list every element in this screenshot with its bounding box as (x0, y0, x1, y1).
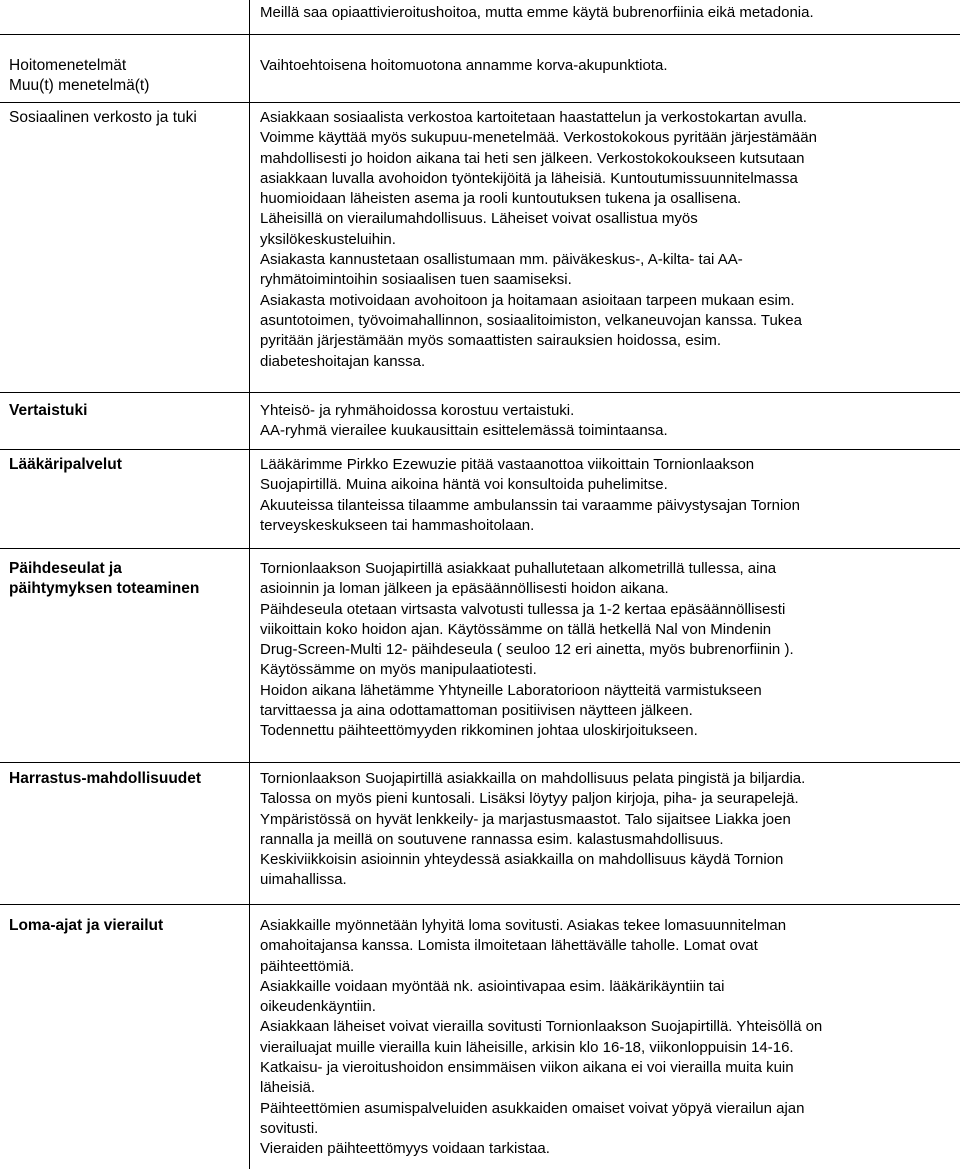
text-line: ryhmätoimintoihin sosiaalisen tuen saamiseksi. (260, 271, 572, 289)
text-line: Drug-Screen-Multi 12- päihdeseula ( seuloo 12 eri ainetta, myös bubrenorfiinin ). (260, 641, 794, 659)
row-divider (0, 548, 960, 549)
row-divider (0, 34, 960, 35)
text-line: Akuuteissa tilanteissa tilaamme ambulanssin tai varaamme päivystysajan Tornion (260, 496, 800, 514)
row-text (260, 3, 960, 23)
text-line: Ympäristössä on hyvät lenkkeily- ja marjastusmaastot. Talo sijaitsee Liakka joen (260, 810, 791, 828)
row-heading (9, 56, 249, 97)
text-line: Vieraiden päihteettömyys voidaan tarkistaa. (260, 1140, 550, 1158)
row-heading (9, 455, 249, 475)
heading-line: päihtymyksen toteaminen (9, 580, 200, 598)
text-line: rannalla ja meillä on soutuvene rannassa esim. kalastusmahdollisuus. (260, 830, 724, 848)
row-heading (9, 916, 249, 936)
row-heading (9, 559, 249, 600)
text-line: omahoitajansa kanssa. Lomista ilmoitetaan lähettävälle taholle. Lomat ovat (260, 937, 758, 955)
row-text (260, 916, 960, 1160)
text-line: Lääkärimme Pirkko Ezewuzie pitää vastaanottoa viikoittain Tornionlaakson (260, 456, 755, 473)
text-line: Voimme käyttää myös sukupuu-menetelmää. Verkostokokous pyritään järjestämään (260, 129, 817, 147)
text-line: Asiakasta motivoidaan avohoitoon ja hoitamaan asioitaan tarpeen mukaan esim. (260, 291, 795, 309)
text-line: pyritään järjestämään myös somaattisten sairauksien hoidossa, esim. (260, 332, 722, 350)
text-line: Läheisillä on vierailumahdollisuus. Läheiset voivat osallistua myös (260, 210, 698, 228)
heading-line: Vertaistuki (9, 402, 88, 419)
text-line: huomioidaan läheisten asema ja rooli kuntoutuksen tukena ja osallisena. (260, 190, 742, 208)
text-line: mahdollisesti jo hoidon aikana tai heti sen jälkeen. Verkostokokoukseen kutsutaan (260, 149, 805, 167)
row-divider (0, 762, 960, 763)
heading-line: Lääkäripalvelut (9, 456, 122, 473)
text-line: uimahallissa. (260, 871, 347, 889)
text-line: päihteettömiä. (260, 957, 355, 975)
text-line: sovitusti. (260, 1119, 319, 1137)
text-line: yksilökeskusteluihin. (260, 230, 396, 248)
text-line: asiakkaan luvalla avohoidon työntekijöitä ja läheisiä. Kuntoutumissuunnitelmassa (260, 169, 798, 187)
text-line: Asiakasta kannustetaan osallistumaan mm. päiväkeskus-, A-kilta- tai AA- (260, 251, 743, 269)
heading-line: Sosiaalinen verkosto ja tuki (9, 109, 197, 126)
text-line: asioinnin ja loman jälkeen ja epäsäännöllisesti hoidon aikana. (260, 580, 669, 598)
row-text (260, 108, 960, 372)
text-line: Suojapirtillä. Muina aikoina häntä voi konsultoida puhelimitse. (260, 476, 668, 494)
text-line: Katkaisu- ja vieroitushoidon ensimmäisen viikon aikana ei voi vierailla muita kuin (260, 1059, 794, 1077)
row-divider (0, 392, 960, 393)
row-text (260, 56, 960, 76)
row-text (260, 559, 960, 742)
column-divider (249, 0, 250, 1169)
text-line: Asiakkaan läheiset voivat vierailla sovitusti Tornionlaakson Suojapirtillä. Yhteisöllä on (260, 1018, 823, 1036)
text-line: tarvittaessa ja aina odottamattoman positiivisen näytteen jälkeen. (260, 702, 693, 720)
text-line: Päihteettömien asumispalveluiden asukkaiden omaiset voivat yöpyä vierailun ajan (260, 1099, 805, 1117)
text-line: diabeteshoitajan kanssa. (260, 352, 426, 370)
text-line: Asiakkaan sosiaalista verkostoa kartoitetaan haastattelun ja verkostokartan avulla. (260, 109, 807, 126)
text-line: Tornionlaakson Suojapirtillä asiakkaat puhallutetaan alkometrillä tullessa, aina (260, 560, 777, 577)
row-divider (0, 102, 960, 103)
text-line: AA-ryhmä vierailee kuukausittain esittelemässä toimintaansa. (260, 422, 668, 440)
text-line: Talossa on myös pieni kuntosali. Lisäksi löytyy paljon kirjoja, piha- ja seurapelejä. (260, 790, 799, 808)
row-text (260, 455, 960, 536)
text-line: Vaihtoehtoisena hoitomuotona annamme korva-akupunktiota. (260, 57, 668, 74)
text-line: terveyskeskukseen tai hammashoitolaan. (260, 516, 535, 534)
heading-line: Päihdeseulat ja (9, 560, 122, 577)
text-line: läheisiä. (260, 1079, 316, 1097)
heading-line: Loma-ajat ja vierailut (9, 917, 164, 934)
row-heading (9, 769, 249, 789)
row-text (260, 769, 960, 891)
text-line: Asiakkaille myönnetään lyhyitä loma sovitusti. Asiakas tekee lomasuunnitelman (260, 917, 787, 934)
text-line: oikeudenkäyntiin. (260, 998, 376, 1016)
text-line: asuntotoimen, työvoimahallinnon, sosiaalitoimiston, velkaneuvojan kanssa. Tukea (260, 311, 802, 329)
text-line: Yhteisö- ja ryhmähoidossa korostuu vertaistuki. (260, 402, 575, 419)
heading-line: Hoitomenetelmät (9, 57, 127, 74)
row-divider (0, 449, 960, 450)
heading-line: Harrastus-mahdollisuudet (9, 770, 202, 787)
text-line: Asiakkaille voidaan myöntää nk. asiointivapaa esim. lääkärikäyntiin tai (260, 977, 725, 995)
row-divider (0, 904, 960, 905)
text-line: Hoidon aikana lähetämme Yhtyneille Laboratorioon näytteitä varmistukseen (260, 681, 762, 699)
row-text (260, 401, 960, 442)
text-line: Meillä saa opiaattivieroitushoitoa, mutta emme käytä bubrenorfiinia eikä metadonia. (260, 4, 814, 21)
row-heading (9, 108, 249, 128)
heading-line: Muu(t) menetelmä(t) (9, 77, 150, 95)
row-heading (9, 401, 249, 421)
text-line: vierailuajat muille vierailla kuin läheisille, arkisin klo 16-18, viikonloppuisin 14-16. (260, 1038, 794, 1056)
text-line: Tornionlaakson Suojapirtillä asiakkailla on mahdollisuus pelata pingistä ja biljardia. (260, 770, 806, 787)
text-line: Päihdeseula otetaan virtsasta valvotusti tullessa ja 1-2 kertaa epäsäännöllisesti (260, 600, 786, 618)
text-line: Käytössämme on myös manipulaatiotesti. (260, 661, 537, 679)
text-line: Todennettu päihteettömyyden rikkominen johtaa uloskirjoitukseen. (260, 722, 698, 740)
text-line: Keskiviikkoisin asioinnin yhteydessä asiakkailla on mahdollisuus käydä Tornion (260, 851, 784, 869)
text-line: viikoittain koko hoidon ajan. Käytössämme on tällä hetkellä Nal von Mindenin (260, 620, 772, 638)
